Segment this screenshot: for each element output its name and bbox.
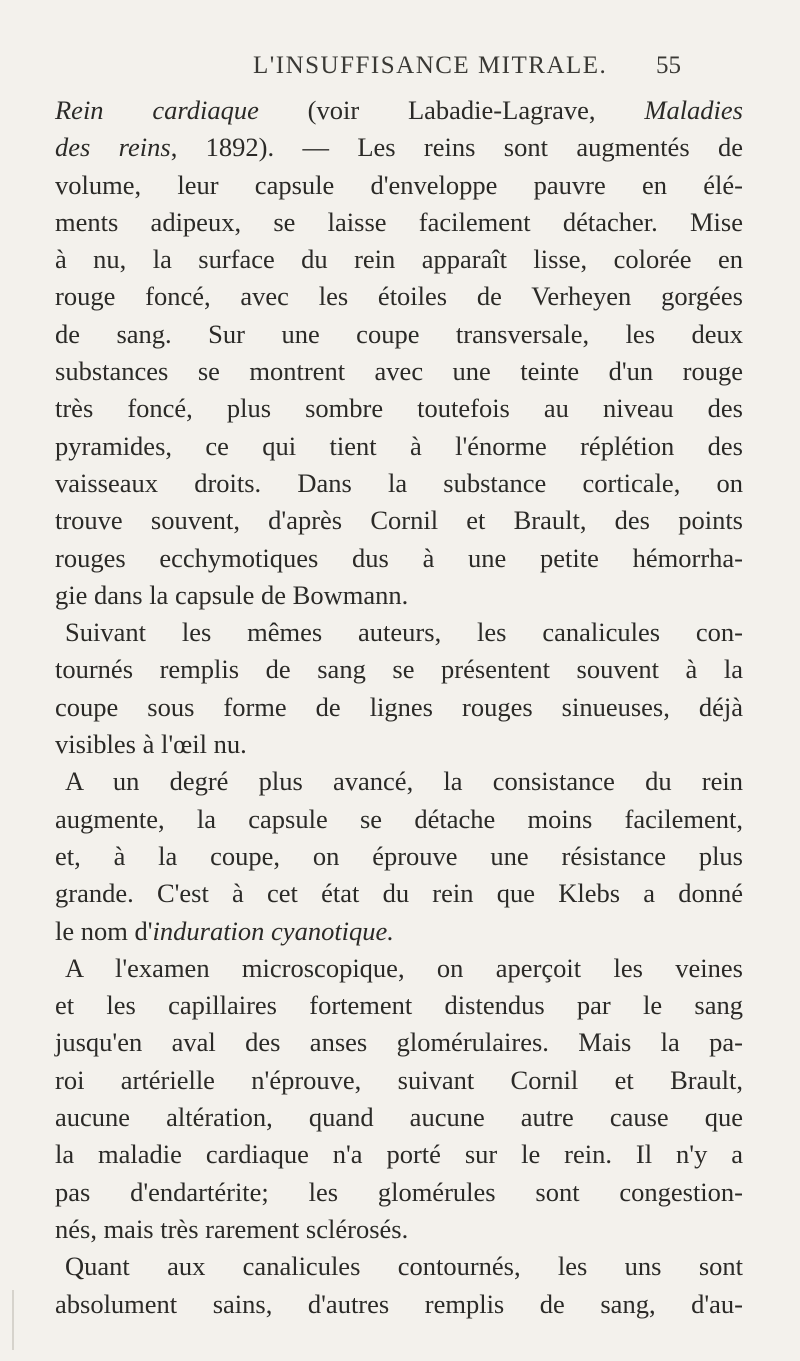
text-line — [55, 1211, 743, 1248]
text-line — [55, 651, 743, 688]
text-segment: Suivant les mêmes auteurs, les canalicules con- — [65, 617, 743, 648]
text-segment: pyramides, ce qui tient à l'énorme réplétion des — [55, 430, 743, 461]
text-segment: absolument sains, d'autres remplis de sang, d'au- — [55, 1288, 743, 1319]
text-line — [55, 1062, 743, 1099]
text-line — [55, 241, 743, 278]
text-line — [55, 316, 743, 353]
text-line — [55, 1174, 743, 1211]
italic-text-segment: induration cyanotique. — [152, 915, 394, 946]
text-segment: et les capillaires fortement distendus par le sang — [55, 990, 743, 1021]
text-segment: augmente, la capsule se détache moins facilement, — [55, 803, 743, 834]
text-segment: la maladie cardiaque n'a porté sur le rein. Il n'y a — [55, 1139, 743, 1170]
body-text — [55, 92, 743, 1323]
running-head-title: L'INSUFFISANCE MITRALE. — [253, 52, 608, 79]
running-head — [0, 52, 800, 92]
text-line — [55, 913, 743, 950]
text-segment: substances se montrent avec une teinte d'un rouge — [55, 356, 743, 387]
text-segment: volume, leur capsule d'enveloppe pauvre en élé- — [55, 169, 743, 200]
text-segment: Quant aux canalicules contournés, les uns sont — [65, 1251, 743, 1282]
text-line — [55, 689, 743, 726]
text-line — [55, 726, 743, 763]
text-line — [55, 1136, 743, 1173]
text-segment: à nu, la surface du rein apparaît lisse, colorée en — [55, 244, 743, 275]
text-line — [55, 502, 743, 539]
text-line — [55, 129, 743, 166]
text-segment: ments adipeux, se laisse facilement détacher. Mise — [55, 206, 743, 237]
text-line — [55, 428, 743, 465]
text-segment: rouges ecchymotiques dus à une petite hémorrha- — [55, 542, 743, 573]
italic-text-segment: des reins — [55, 132, 171, 163]
text-line — [55, 577, 743, 614]
text-line — [55, 1248, 743, 1285]
text-line — [55, 540, 743, 577]
text-line — [55, 465, 743, 502]
text-segment: le nom d' — [55, 915, 153, 946]
text-segment: grande. C'est à cet état du rein que Klebs a donné — [55, 878, 743, 909]
italic-text-segment: Maladies — [644, 95, 743, 125]
text-segment: jusqu'en aval des anses glomérulaires. Mais la pa- — [55, 1027, 743, 1058]
text-line — [55, 838, 743, 875]
text-segment: visibles à l'œil nu. — [55, 729, 247, 760]
page-edge-mark — [12, 1290, 14, 1350]
text-line — [55, 801, 743, 838]
page-number: 55 — [656, 52, 681, 79]
text-segment: de sang. Sur une coupe transversale, les deux — [55, 318, 743, 349]
text-line — [55, 987, 743, 1024]
text-segment: rouge foncé, avec les étoiles de Verheyen gorgées — [55, 281, 743, 312]
text-line — [55, 353, 743, 390]
text-line — [55, 875, 743, 912]
text-line — [55, 1286, 743, 1323]
text-line — [55, 278, 743, 315]
text-segment: trouve souvent, d'après Cornil et Brault, des points — [55, 505, 743, 536]
text-segment: , 1892). — Les reins sont augmentés de — [170, 132, 743, 163]
text-segment: aucune altération, quand aucune autre cause que — [55, 1102, 743, 1133]
text-segment: coupe sous forme de lignes rouges sinueuses, déjà — [55, 691, 743, 722]
text-line — [55, 950, 743, 987]
italic-text-segment: Rein cardiaque — [55, 95, 259, 125]
text-segment: très foncé, plus sombre toutefois au niveau des — [55, 393, 743, 424]
text-segment: tournés remplis de sang se présentent souvent à la — [55, 654, 743, 685]
text-segment: A l'examen microscopique, on aperçoit les veines — [65, 952, 743, 983]
text-line — [55, 390, 743, 427]
text-line — [55, 763, 743, 800]
text-segment: pas d'endartérite; les glomérules sont congestion- — [55, 1176, 743, 1207]
text-segment: (voir Labadie-Lagrave, — [258, 95, 645, 125]
text-segment: et, à la coupe, on éprouve une résistance plus — [55, 840, 743, 871]
text-segment: A un degré plus avancé, la consistance du rein — [65, 766, 743, 797]
text-segment: gie dans la capsule de Bowmann. — [55, 579, 409, 610]
text-segment: vaisseaux droits. Dans la substance corticale, on — [55, 467, 743, 498]
text-line — [55, 92, 743, 129]
text-line — [55, 614, 743, 651]
text-line — [55, 1099, 743, 1136]
text-line — [55, 1024, 743, 1061]
text-segment: nés, mais très rarement sclérosés. — [55, 1213, 409, 1244]
text-line — [55, 204, 743, 241]
text-segment: roi artérielle n'éprouve, suivant Cornil et Brault, — [55, 1064, 743, 1095]
text-line — [55, 167, 743, 204]
